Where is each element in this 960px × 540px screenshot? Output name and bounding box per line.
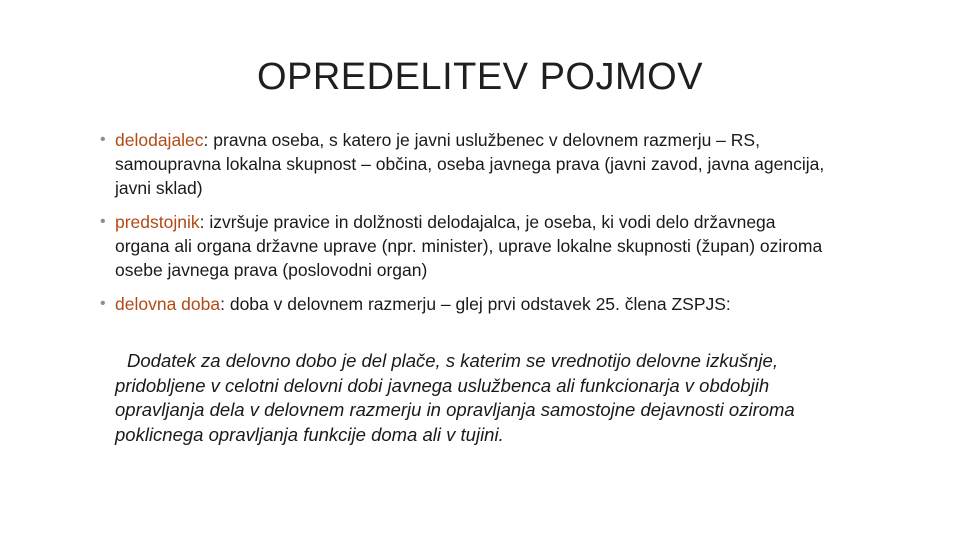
bullet-item-predstojnik [100, 210, 830, 282]
bullet-item-delodajalec [100, 128, 830, 200]
bullet-list [100, 128, 830, 326]
bullet-text: : pravna oseba, s katero je javni uslužbenec v delovnem razmerju – RS, samoupravna lokalna skupnost – občina, oseba javnega prava (javni zavod, javna agencija, javni sklad) [115, 130, 825, 198]
bullet-dot-icon: • [100, 213, 106, 230]
bullet-term: delodajalec [115, 130, 204, 150]
bullet-item-delovna-doba [100, 292, 830, 316]
bullet-dot-icon: • [100, 131, 106, 148]
bullet-dot-icon: • [100, 295, 106, 312]
bullet-term: predstojnik [115, 212, 200, 232]
bullet-text: : izvršuje pravice in dolžnosti delodajalca, je oseba, ki vodi delo državnega organa ali organa državne uprave (npr. minister), uprave lokalne skupnosti (župan) oziroma osebe javnega prava (poslovodni organ) [115, 212, 823, 280]
bullet-text: : doba v delovnem razmerju – glej prvi odstavek 25. člena ZSPJS: [220, 294, 731, 314]
quote-text: Dodatek za delovno dobo je del plače, s katerim se vrednotijo delovne izkušnje, pridobljene v celotni delovni dobi javnega uslužbenca ali funkcionarja v obdobjih opravljanja dela v delovnem razmerju in opravljanja samostojne dejavnosti oziroma poklicnega opravljanja funkcije doma ali v tujini. [115, 350, 795, 445]
bullet-term: delovna doba [115, 294, 221, 314]
quote-block [115, 349, 805, 447]
slide-title: OPREDELITEV POJMOV [256, 56, 704, 98]
